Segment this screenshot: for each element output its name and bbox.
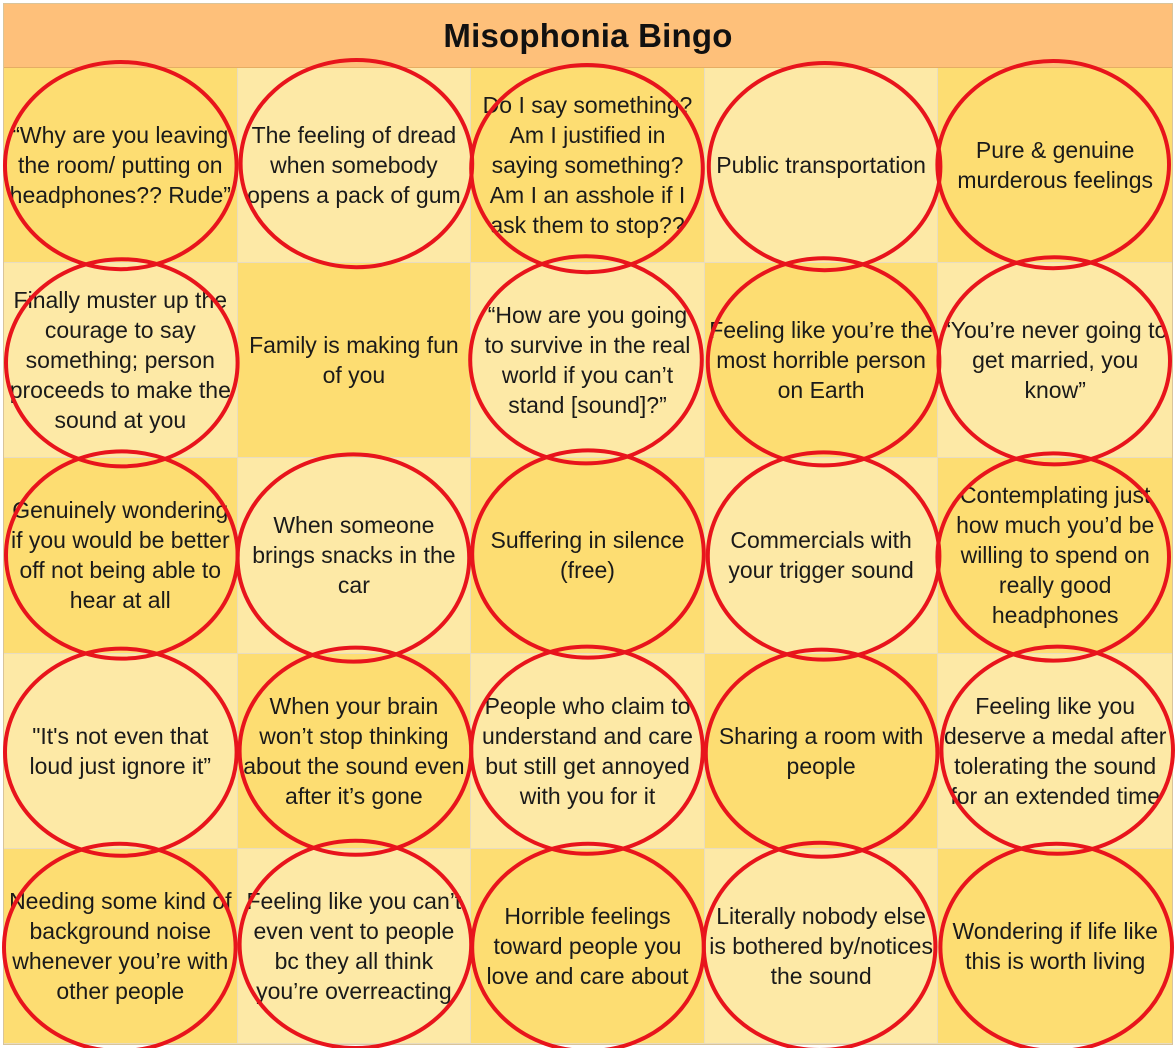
bingo-square-text: When someone brings snacks in the car bbox=[252, 512, 456, 599]
bingo-square[interactable] bbox=[4, 68, 238, 263]
bingo-square-text: Feeling like you deserve a medal after tolerating the sound for an extended time bbox=[943, 692, 1167, 809]
bingo-square-text: Do I say something? Am I justified in saying something? Am I an asshole if I ask them to stop?? bbox=[482, 92, 693, 239]
bingo-square[interactable] bbox=[705, 68, 939, 263]
bingo-square-text: Commercials with your trigger sound bbox=[728, 527, 914, 584]
bingo-square-text: Public transportation bbox=[716, 152, 926, 179]
bingo-square[interactable] bbox=[705, 654, 939, 849]
bingo-square-text: Feeling like you’re the most horrible person on Earth bbox=[709, 317, 933, 404]
bingo-square[interactable] bbox=[938, 68, 1172, 263]
bingo-square-text: When your brain won’t stop thinking about the sound even after it’s gone bbox=[243, 692, 465, 809]
bingo-square-text: Feeling like you can’t even vent to people bc they all think you’re overreacting bbox=[246, 887, 462, 1004]
bingo-square[interactable] bbox=[705, 849, 939, 1044]
bingo-square[interactable] bbox=[4, 263, 238, 458]
bingo-square-text: People who claim to understand and care but still get annoyed with you for it bbox=[481, 692, 693, 809]
bingo-square-text: Finally muster up the courage to say something; person proceeds to make the sound at you bbox=[9, 287, 231, 434]
bingo-square-text: Sharing a room with people bbox=[718, 722, 924, 779]
bingo-square[interactable] bbox=[4, 654, 238, 849]
bingo-grid bbox=[4, 68, 1172, 1044]
bingo-square[interactable] bbox=[705, 458, 939, 653]
bingo-square[interactable] bbox=[4, 458, 238, 653]
bingo-square-text: Contemplating just how much you’d be willing to spend on really good headphones bbox=[956, 482, 1155, 629]
bingo-square-text: Pure & genuine murderous feelings bbox=[957, 137, 1153, 194]
bingo-square[interactable] bbox=[938, 458, 1172, 653]
bingo-square[interactable] bbox=[938, 263, 1172, 458]
bingo-square-text: Horrible feelings toward people you love and care about bbox=[486, 902, 689, 989]
bingo-square[interactable] bbox=[471, 263, 705, 458]
bingo-square[interactable] bbox=[238, 458, 472, 653]
bingo-square[interactable] bbox=[4, 849, 238, 1044]
bingo-square-text: Family is making fun of you bbox=[249, 332, 459, 389]
title-bar bbox=[4, 4, 1172, 68]
bingo-square-text: “Why are you leaving the room/ putting on headphones?? Rude” bbox=[9, 122, 231, 209]
bingo-square[interactable] bbox=[238, 263, 472, 458]
bingo-square-text: "It's not even that loud just ignore it” bbox=[29, 722, 212, 779]
bingo-square[interactable] bbox=[705, 263, 939, 458]
bingo-square-text: “You’re never going to get married, you know” bbox=[943, 317, 1168, 404]
bingo-square[interactable] bbox=[238, 68, 472, 263]
bingo-square[interactable] bbox=[471, 68, 705, 263]
bingo-square[interactable] bbox=[471, 654, 705, 849]
bingo-square-text: Wondering if life like this is worth living bbox=[952, 917, 1158, 974]
bingo-square[interactable] bbox=[938, 654, 1172, 849]
bingo-square[interactable] bbox=[471, 849, 705, 1044]
bingo-square-text: Needing some kind of background noise whenever you’re with other people bbox=[9, 887, 232, 1004]
bingo-board bbox=[3, 3, 1173, 1045]
bingo-square[interactable] bbox=[938, 849, 1172, 1044]
bingo-square-text: Literally nobody else is bothered by/notices the sound bbox=[709, 902, 933, 989]
bingo-square[interactable] bbox=[238, 849, 472, 1044]
bingo-title: Misophonia Bingo bbox=[443, 16, 733, 54]
bingo-square-text: Suffering in silence (free) bbox=[490, 527, 685, 584]
bingo-square[interactable] bbox=[238, 654, 472, 849]
bingo-square-text: The feeling of dread when somebody opens a pack of gum bbox=[247, 122, 461, 209]
bingo-square-text: “How are you going to survive in the real world if you can’t stand [sound]?” bbox=[484, 302, 691, 419]
bingo-square-text: Genuinely wondering if you would be better off not being able to hear at all bbox=[10, 497, 230, 614]
bingo-square[interactable] bbox=[471, 458, 705, 653]
